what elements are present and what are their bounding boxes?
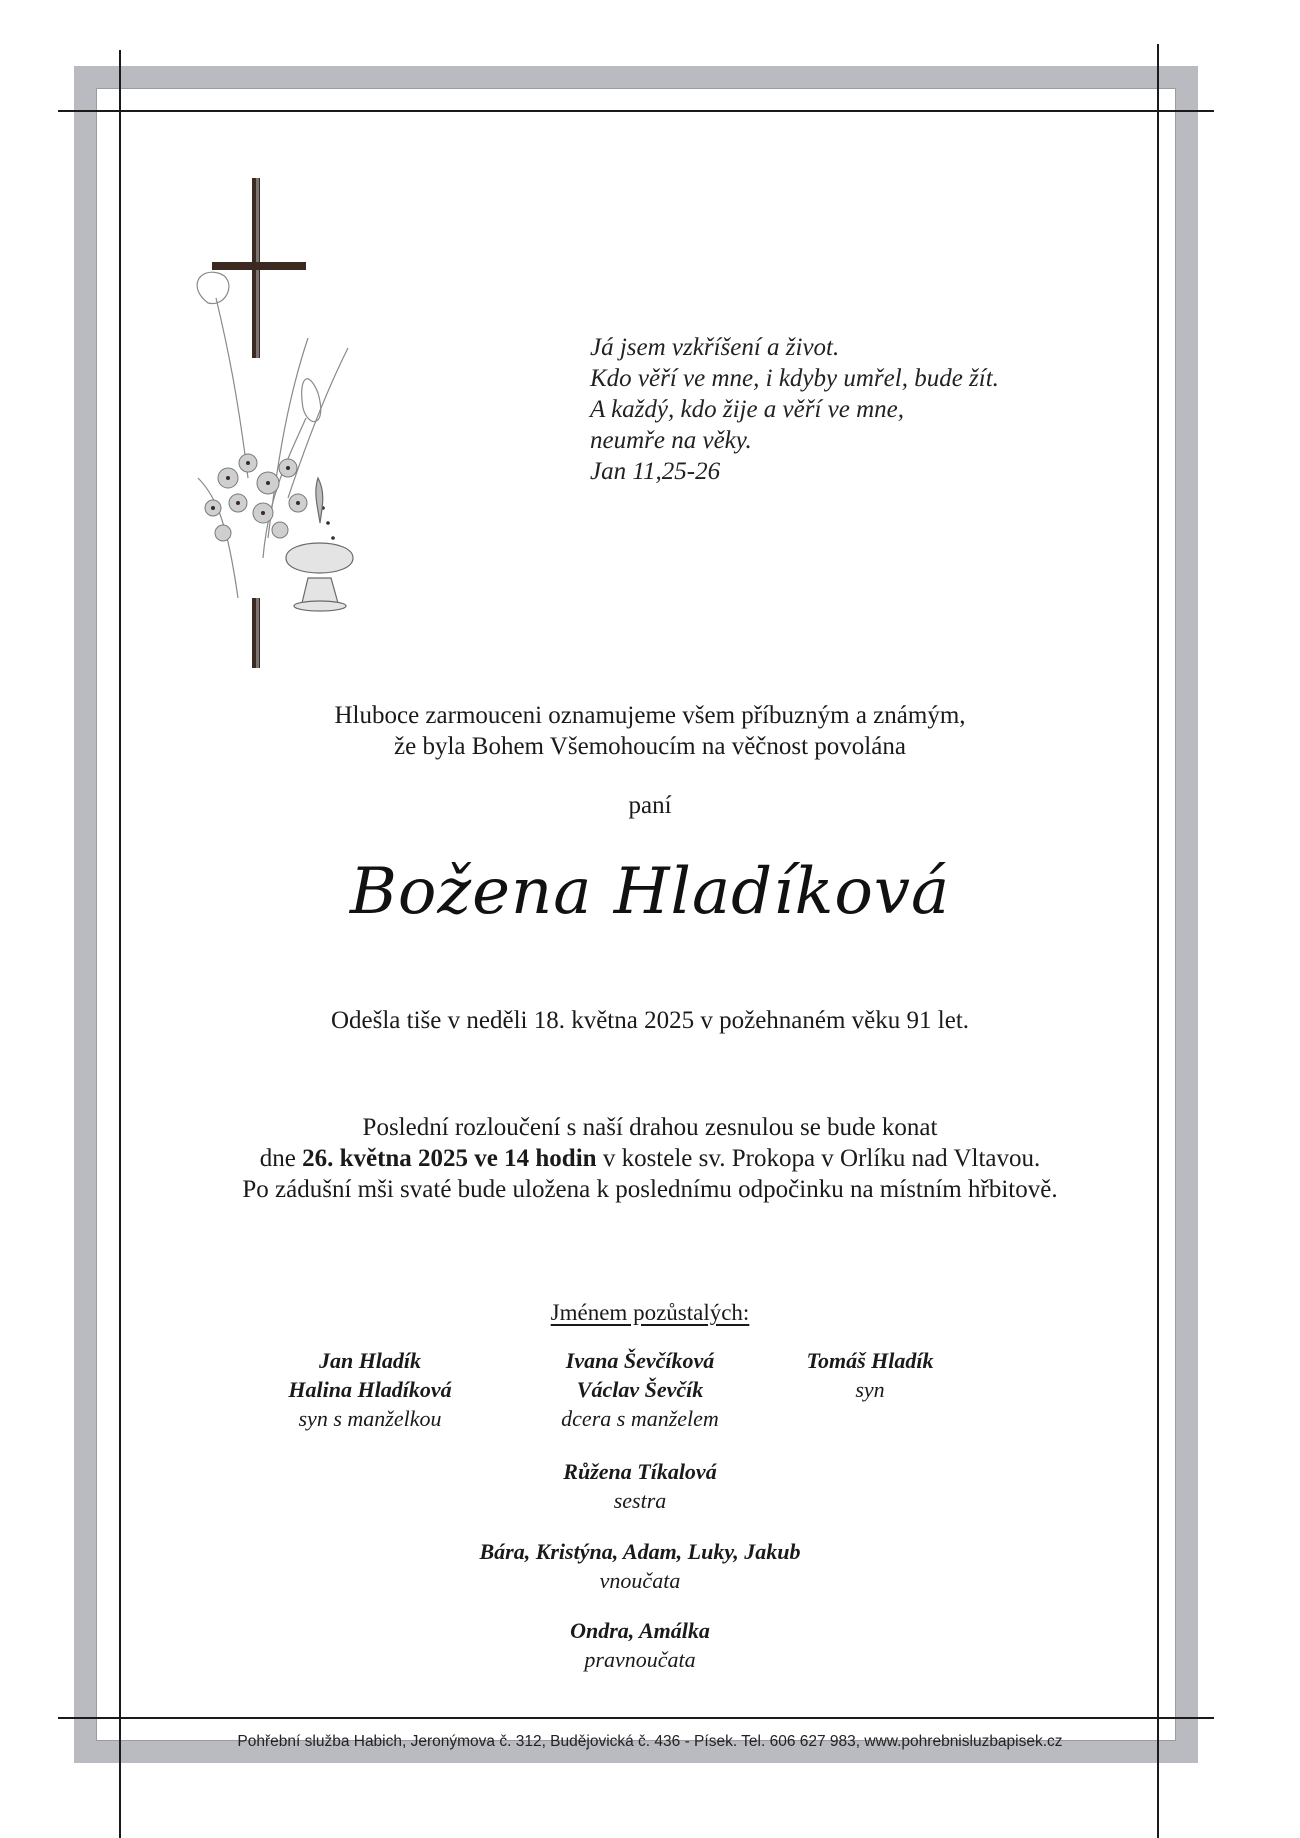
verse-line: Kdo věří ve mne, i kdyby umřel, bude žít.	[590, 365, 999, 392]
funeral-line-1: Poslední rozloučení s naší drahou zesnulou se bude konat	[362, 1114, 938, 1141]
funeral-date: 26. května 2025 ve 14 hodin	[302, 1145, 597, 1172]
announcement-intro	[0, 700, 1300, 762]
cross-flowers-emblem	[168, 178, 408, 668]
intro-line-2: že byla Bohem Všemohoucím na věčnost povolána	[394, 733, 906, 760]
frame-bottom-line	[58, 1717, 1214, 1719]
family-relation: sestra	[613, 1488, 667, 1513]
verse-line: A každý, kdo žije a věří ve mne,	[590, 396, 905, 423]
family-group	[520, 1346, 760, 1433]
mourners-title: Jménem pozůstalých:	[550, 1300, 750, 1325]
frame-top-line	[58, 110, 1214, 112]
family-group	[450, 1616, 830, 1674]
family-member-name: Bára, Kristýna, Adam, Luky, Jakub	[479, 1539, 801, 1564]
family-member-name: Jan Hladík	[318, 1348, 422, 1373]
family-group	[760, 1346, 980, 1404]
departure-text: Odešla tiše v neděli 18. května 2025 v požehnaném věku 91 let.	[330, 1007, 970, 1034]
funeral-line-3: Po zádušní mši svaté bude uložena k poslednímu odpočinku na místním hřbitově.	[242, 1176, 1058, 1203]
family-relation: syn	[855, 1377, 885, 1402]
deceased-name: Božena Hladíková	[349, 855, 951, 929]
cross-icon	[212, 178, 306, 668]
frame-right-line	[1157, 44, 1159, 1838]
family-relation: vnoučata	[599, 1568, 681, 1593]
family-group	[390, 1537, 890, 1595]
family-member-name: Ondra, Amálka	[570, 1618, 710, 1643]
funeral-service-footer: Pohřební služba Habich, Jeronýmova č. 312, Budějovická č. 436 - Písek. Tel. 606 627 983, www.pohrebnisluzbapisek.cz	[237, 1733, 1063, 1750]
frame-left-line	[119, 50, 121, 1838]
intro-line-1: Hluboce zarmouceni oznamujeme všem příbuzným a známým,	[334, 702, 966, 729]
family-relation: syn s manželkou	[298, 1406, 442, 1431]
family-member-name: Tomáš Hladík	[806, 1348, 934, 1373]
family-group	[450, 1457, 830, 1515]
family-group	[250, 1346, 490, 1433]
family-member-name: Ivana Ševčíková	[565, 1348, 715, 1373]
family-member-name: Václav Ševčík	[576, 1377, 704, 1402]
title-word: paní	[628, 792, 672, 819]
funeral-date-prefix: dne	[259, 1145, 303, 1172]
verse-line: neumře na věky.	[590, 427, 752, 454]
funeral-line-2	[0, 1143, 1300, 1174]
verse-line: Já jsem vzkříšení a život.	[590, 334, 840, 361]
funeral-details	[0, 1112, 1300, 1205]
bible-verse	[590, 332, 1110, 487]
verse-reference: Jan 11,25-26	[590, 458, 721, 485]
funeral-place: v kostele sv. Prokopa v Orlíku nad Vltavou.	[596, 1145, 1041, 1172]
family-member-name: Halina Hladíková	[288, 1377, 452, 1402]
family-relation: pravnoučata	[584, 1647, 696, 1672]
family-relation: dcera s manželem	[561, 1406, 719, 1431]
family-member-name: Růžena Tíkalová	[563, 1459, 717, 1484]
